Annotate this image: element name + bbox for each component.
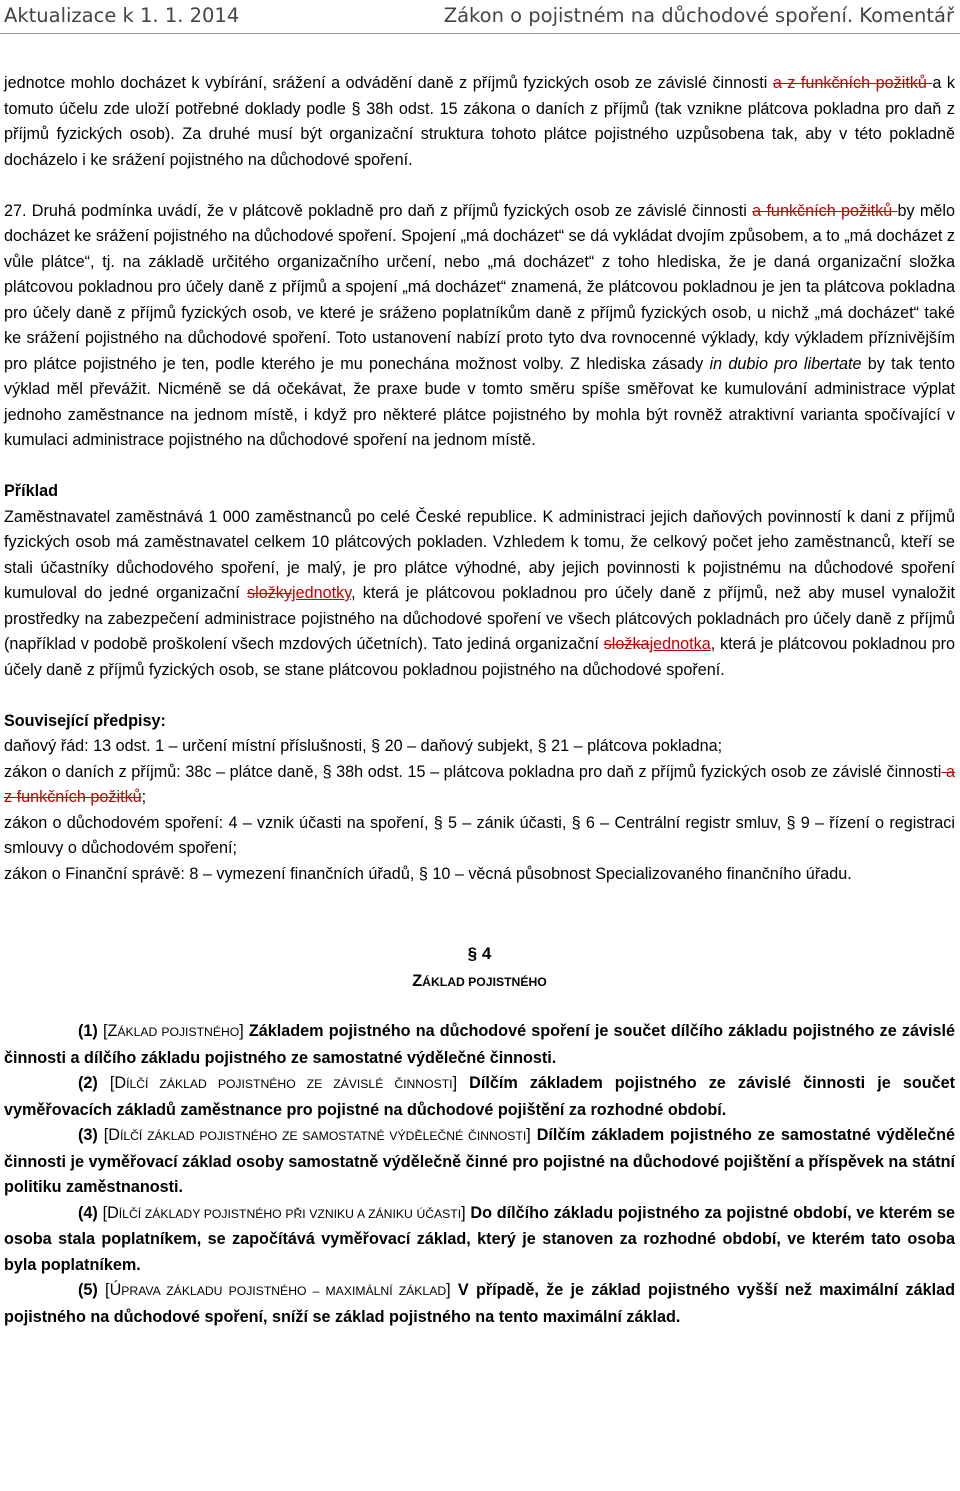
page-header — [0, 0, 960, 40]
related-regulations-heading: Související předpisy: — [4, 711, 166, 730]
latin-phrase: in dubio pro libertate — [709, 354, 862, 373]
section-paragraph-1: (1) [ZÁKLAD POJISTNÉHO] Základem pojistného na důchodové spoření je součet dílčího základu pojistného ze závislé činnosti a dílčího základu pojistného ze samostatné výdělečné činnosti. — [4, 1022, 955, 1067]
section-title: ZÁKLAD POJISTNÉHO — [412, 971, 547, 990]
example-text: Zaměstnavatel zaměstnává 1 000 zaměstnanců po celé České republice. K administraci jejich daňových povinností k dani z příjmů fyzických osob má zaměstnavatel celkem 10 plátcových pokladen. Vzhledem k tomu, že celkový počet jeho zaměstnanců, kteří se stali účastníky důchodového spoření, je malý, je pro plátce výhodné, aby jejich povinnosti k pojistnému na důchodové spoření kumuloval do jedné organizační složkyjednotky, která je plátcovou pokladnou pro účely daně z příjmů, než aby musel vynaložit prostředky na zabezpečení administrace pojistného na důchodové spoření ve všech plátcových pokladnách pro účely daně z příjmů (například v podobě proškolení všech mzdových účetních). Tato jediná organizační složkajednotka, která je plátcovou pokladnou pro účely daně z příjmů fyzických osob, se stane plátcovou pokladnou pojistného na důchodové spoření. — [4, 507, 955, 679]
paragraph-27: 27. Druhá podmínka uvádí, že v plátcově pokladně pro daň z příjmů fyzických osob ze závislé činnosti a funkčních požitků by mělo docházet ke srážení pojistného na důchodové spoření. Spojení „má docházet“ se dá vykládat dvojím způsobem, a to „má docházet z vůle plátce“, tj. na základě určitého organizačního určení, nebo „má docházet“ z toho hlediska, že je daná organizační složka plátcovou pokladnou pro účely daně z příjmů a spojení „má docházet“ znamená, že plátcovou pokladnou je jen ta plátcova pokladna pro účely daně z příjmů fyzických osob, ve které je sráženo poplatníkům daně z příjmů fyzických osob, u nichž „má docházet“ také ke srážení pojistného na důchodové spoření. Toto ustanovení nabízí proto tyto dva rovnocenné výklady, kdy výkladem příznivějším pro plátce pojistného je ten, podle kterého je mu ponechána možnost volby. Z hlediska zásady in dubio pro libertate by tak tento výklad měl převážit. Nicméně se dá očekávat, že praxe bude v tomto směru spíše směřovat ke kumulování administrace výplat jednoho zaměstnance na jednom místě, i když pro některé plátce pojistného by mohla být rovněž atraktivní varianta spočívající v kumulaci administrace pojistného na důchodové spoření na jednom místě. — [4, 201, 956, 449]
header-version: Aktualizace k 1. 1. 2014 — [4, 4, 240, 27]
related-regulation-item: daňový řád: 13 odst. 1 – určení místní příslušnosti, § 20 – daňový subjekt, § 21 – plátcova pokladna; — [4, 737, 723, 755]
related-regulation-item: zákon o daních z příjmů: 38c – plátce daně, § 38h odst. 15 – plátcova pokladna pro daň z příjmů fyzických osob ze závislé činnosti a z funkčních požitků; — [4, 762, 955, 806]
deleted-text: a funkčních požitků — [752, 201, 898, 220]
inserted-text: jednotka — [649, 635, 711, 653]
related-regulation-item: zákon o Finanční správě: 8 – vymezení finančních úřadů, § 10 – věcná působnost Specializovaného finančního úřadu. — [4, 864, 852, 883]
section-paragraph-5: (5) [ÚPRAVA ZÁKLADU POJISTNÉHO – MAXIMÁLNÍ ZÁKLAD] V případě, že je základ pojistného vyšší než maximální základ pojistného na důchodové spoření, sníží se základ pojistného na tento maximální základ. — [4, 1281, 956, 1326]
related-regulation-item: zákon o důchodovém spoření: 4 – vznik účasti na spoření, § 5 – zánik účasti, § 6 – Centrální registr smluv, § 9 – řízení o registraci smlouvy o důchodovém spoření; — [4, 813, 955, 857]
document-body — [4, 71, 955, 1330]
inserted-text: jednotky — [292, 584, 352, 602]
deleted-text: a z funkčních požitků — [772, 74, 933, 92]
section-paragraph-2: (2) [DÍLČÍ ZÁKLAD POJISTNÉHO ZE ZÁVISLÉ ČINNOSTI] Dílčím základem pojistného ze závislé činnosti je součet vyměřovacích základů zaměstnance pro pojistné na důchodové pojištění za rozhodné období. — [4, 1074, 956, 1119]
paragraph-continuation: jednotce mohlo docházet k vybírání, srážení a odvádění daně z příjmů fyzických osob ze závislé činnosti a z funkčních požitků a k tomuto účelu zde uloží potřebné doklady podle § 38h odst. 15 zákona o daních z příjmů (tak vznikne plátcova pokladna pro daň z příjmů fyzických osob). Za druhé musí být organizační struktura tohoto plátce pojistného uzpůsobena tak, aby v této pokladně docházelo i ke srážení pojistného na důchodové spoření. — [4, 74, 955, 169]
header-divider — [0, 33, 960, 34]
section-paragraph-3: (3) [DÍLČÍ ZÁKLAD POJISTNÉHO ZE SAMOSTATNÉ VÝDĚLEČNÉ ČINNOSTI] Dílčím základem pojistného ze samostatné výdělečné činnosti je vyměřovací základ osoby samostatně výdělečně činné pro pojistné na důchodové pojištění a příspěvek na státní politiku zaměstnanosti. — [4, 1126, 956, 1196]
deleted-text: a z funkčních požitků — [4, 762, 955, 806]
deleted-text: složka — [603, 635, 650, 653]
example-heading: Příklad — [4, 482, 58, 500]
section-number: § 4 — [467, 944, 492, 963]
header-title: Zákon o pojistném na důchodové spoření. Komentář — [443, 4, 954, 27]
deleted-text: složky — [247, 584, 292, 602]
section-paragraph-4: (4) [DÍLČÍ ZÁKLADY POJISTNÉHO PŘI VZNIKU A ZÁNIKU ÚČASTI] Do dílčího základu pojistného za pojistné období, ve kterém se osoba stala poplatníkem, se započítává vyměřovací základ, který je stanoven za rozhodné období, ve kterém tato osoba byla poplatníkem. — [4, 1203, 956, 1274]
